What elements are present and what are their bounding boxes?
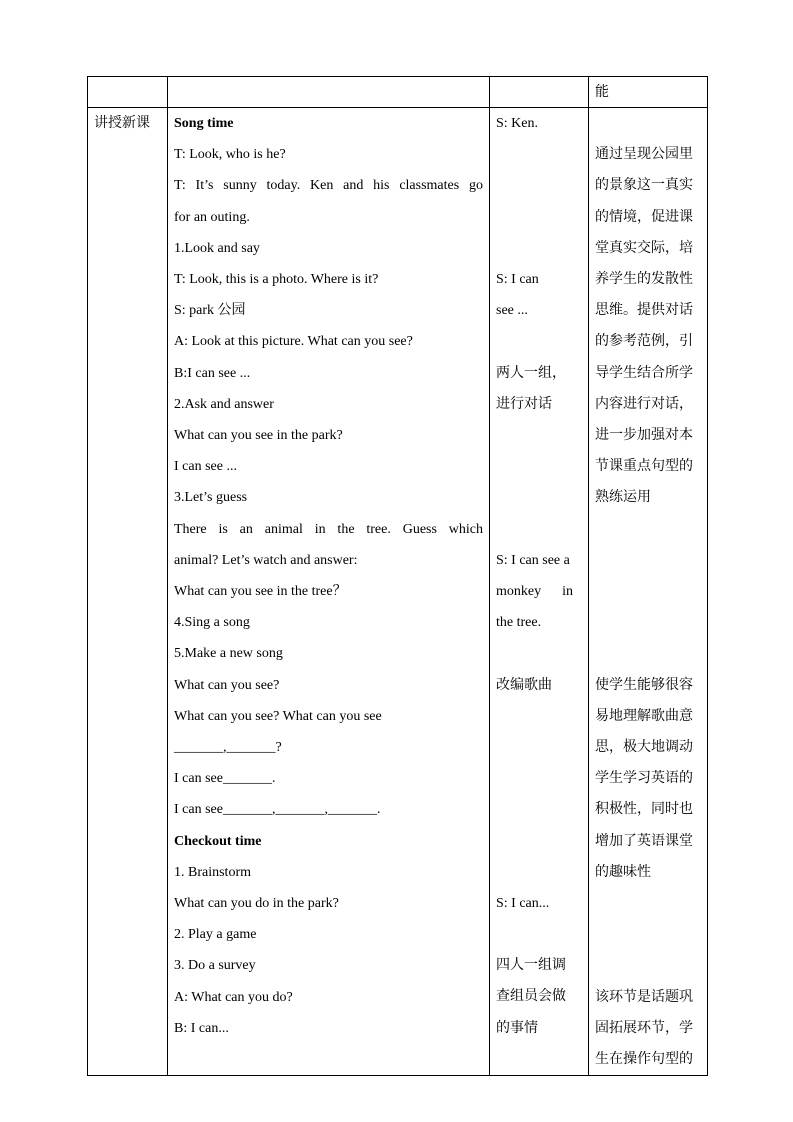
student-line: the tree. [496,615,542,631]
intent-line: 进一步加强对本 [595,427,693,444]
heading-checkout-time: Checkout time [174,833,262,849]
cell-design-intent [589,108,708,1076]
content-line: What can you see? [174,677,280,693]
content-line: T: It’s sunny today. Ken and his classmates go [174,178,483,194]
content-line: 3. Do a survey [174,958,256,974]
content-line: A: Look at this picture. What can you see? [174,334,413,350]
content-line: I can see ... [174,459,237,475]
student-line: 改编歌曲 [496,676,552,693]
student-line: 四人一组调 [496,957,566,974]
intent-line: 导学生结合所学 [595,364,693,381]
intent-line: 使学生能够很容 [595,676,693,693]
intent-line: 易地理解歌曲意 [595,707,693,724]
heading-song-time: Song time [174,116,234,131]
intent-line: 的情境，促进课 [595,208,693,225]
content-line: S: park 公园 [174,303,246,319]
student-line: S: I can [496,271,539,287]
table-row-top [88,77,708,108]
content-line: 2.Ask and answer [174,396,274,412]
student-line: 的事情 [496,1019,538,1036]
content-line: 5.Make a new song [174,646,283,662]
intent-line: 节课重点句型的 [595,458,693,475]
content-line: 4.Sing a song [174,615,250,631]
content-line: A: What can you do? [174,989,293,1005]
table-row-main [88,108,708,1076]
intent-line: 的参考范例，引 [595,333,693,350]
content-line: What can you see in the park? [174,428,343,444]
intent-line: 熟练运用 [595,489,651,506]
student-line: 进行对话 [496,395,552,412]
intent-line: 生在操作句型的 [595,1050,693,1067]
content-line: What can you see in the tree？ [174,584,347,600]
cell-top-4 [589,77,708,108]
content-line: 1. Brainstorm [174,864,251,880]
content-line: 3.Let’s guess [174,490,248,506]
intent-line: 通过呈现公园里 [595,146,693,163]
intent-line: 积极性，同时也 [595,801,693,818]
content-line: T: Look, this is a photo. Where is it? [174,272,379,288]
content-line: animal? Let’s watch and answer: [174,552,358,568]
content-line: I can see_______. [174,771,276,787]
cell-top-1 [88,77,168,108]
content-line: for an outing. [174,209,250,225]
content-line: _______,_______? [174,740,282,756]
intent-line: 该环节是话题巩 [595,988,693,1005]
student-line: see ... [496,303,528,319]
content-line: B:I can see ... [174,365,251,381]
intent-line: 堂真实交际，培 [595,239,693,256]
content-line: 1.Look and say [174,240,260,256]
top-row-text: 能 [595,84,609,100]
student-line: S: Ken. [496,116,538,131]
lesson-plan-table [87,76,708,1076]
cell-content [168,108,490,1076]
student-activity-lines [490,108,588,1044]
student-line: S: I can... [496,895,550,911]
intent-line: 增加了英语课堂 [595,832,693,849]
content-line: I can see_______,_______,_______. [174,802,381,818]
intent-line: 的景象这一真实 [595,177,693,194]
student-line: 查组员会做 [496,988,566,1005]
content-line: What can you do in the park? [174,896,339,912]
content-line: What can you see? What can you see [174,708,382,724]
cell-top-2 [168,77,490,108]
intent-line: 内容进行对话， [595,395,693,412]
content-line: 2. Play a game [174,927,257,943]
design-intent-lines [589,108,707,1075]
section-label: 讲授新课 [94,115,150,131]
content-line: There is an animal in the tree. Guess which [174,521,483,537]
intent-line: 养学生的发散性 [595,271,693,287]
intent-line: 学生学习英语的 [595,770,693,787]
content-lines [168,108,489,1044]
intent-line: 固拓展环节，学 [595,1019,693,1036]
student-line: monkey in [496,583,573,599]
student-line: 两人一组， [496,364,566,381]
cell-top-3 [490,77,589,108]
student-line: S: I can see a [496,552,570,568]
cell-student-activity [490,108,589,1076]
content-line: T: Look, who is he? [174,147,286,163]
intent-line: 的趣味性 [595,863,651,880]
cell-section [88,108,168,1076]
intent-line: 思，极大地调动 [595,738,693,755]
content-line: B: I can... [174,1020,229,1036]
intent-line: 思维。提供对话 [595,302,693,319]
